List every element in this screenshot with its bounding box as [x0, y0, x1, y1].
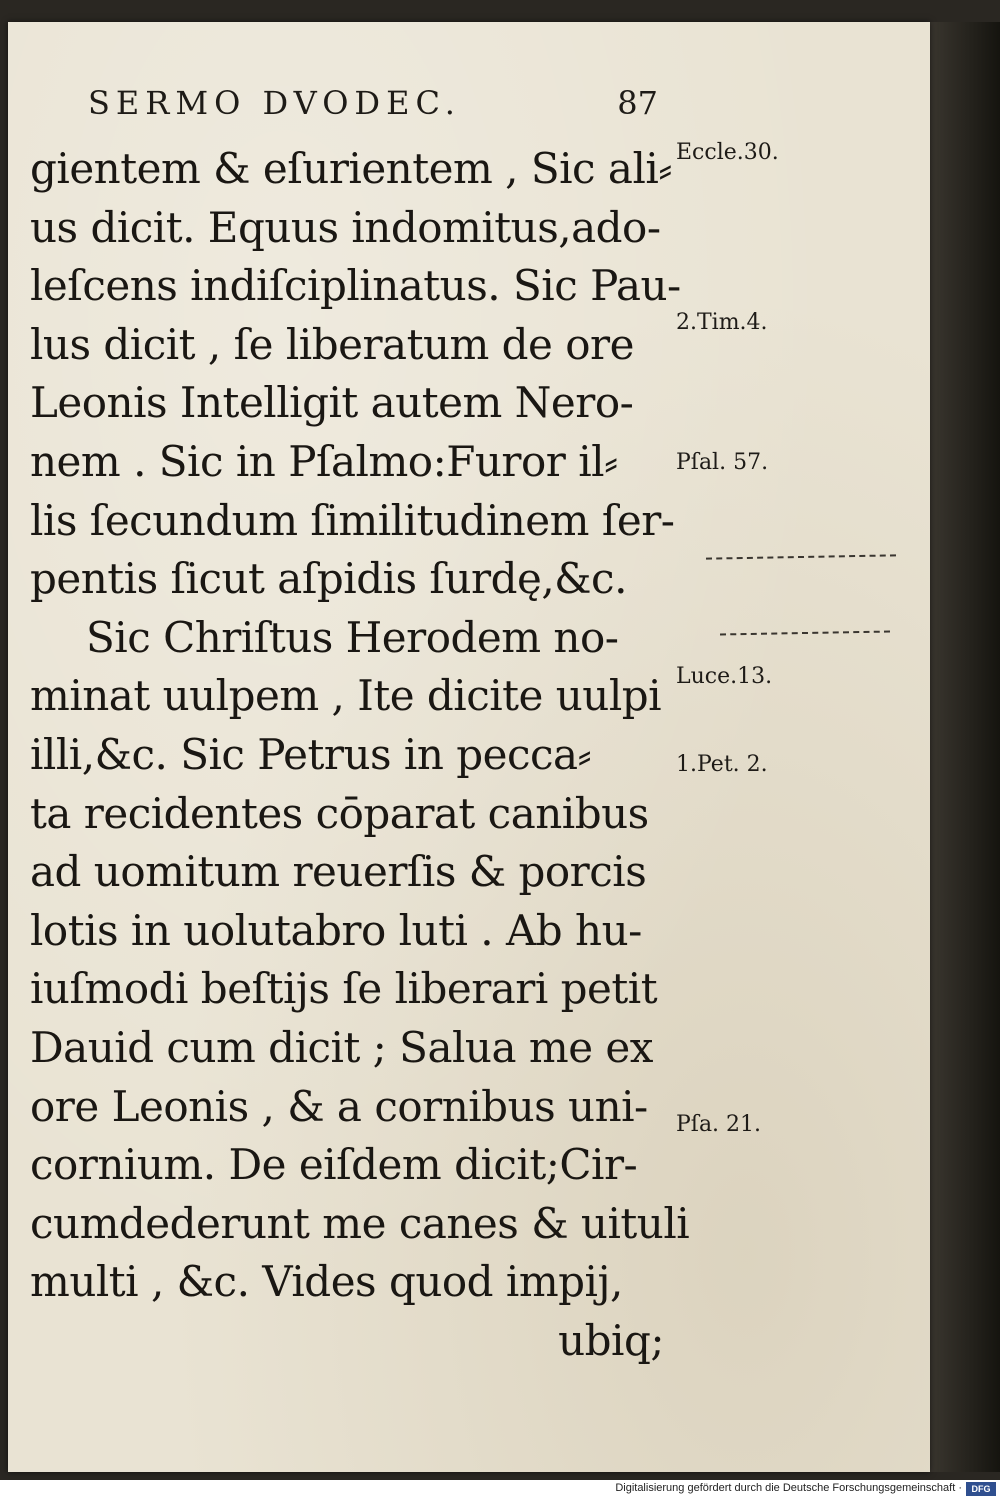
text-line: ta recidentes cōparat canibus [30, 788, 649, 838]
text-line: lotis in uolutabro luti . Ab hu- [30, 905, 642, 955]
text-line: pentis ſicut aſpidis ſurdę,&c. [30, 554, 627, 604]
text-line: cornium. De eiſdem dicit;Cir- [30, 1140, 638, 1190]
text-line: Dauid cum dicit ; Salua me ex [30, 1022, 653, 1072]
marginal-reference: Pſal. 57. [676, 450, 769, 475]
marginal-reference: 1.Pet. 2. [676, 752, 768, 777]
page-number: 87 [617, 84, 658, 122]
text-line: cumdederunt me canes & uituli [30, 1198, 690, 1248]
text-line: gientem & eſurientem , Sic ali⸗ [30, 144, 672, 193]
dfg-logo: DFG [966, 1482, 996, 1496]
body-text [30, 140, 690, 1370]
marginal-reference: Luce.13. [676, 664, 773, 689]
footer-bar [0, 1480, 1000, 1499]
text-line: illi,&c. Sic Petrus in pecca⸗ [30, 729, 592, 779]
digitization-credit: Digitalisierung gefördert durch die Deutsche Forschungsgemeinschaft · [615, 1482, 962, 1494]
text-line: minat uulpem , Ite dicite uulpi [30, 671, 662, 721]
marginal-reference: Pſa. 21. [676, 1112, 762, 1137]
marginal-reference: Eccle.30. [676, 140, 779, 165]
catchword: ubiq; [558, 1315, 664, 1365]
text-line: ad uomitum reuerſis & porcis [30, 847, 647, 897]
text-line: Sic Chriſtus Herodem no- [86, 612, 619, 662]
text-line: Leonis Intelligit autem Nero- [30, 378, 634, 428]
text-line: lus dicit , ſe liberatum de ore [30, 319, 634, 369]
page-header [88, 84, 658, 128]
text-line: leſcens indiſciplinatus. Sic Pau- [30, 261, 681, 311]
text-line: nem . Sic in Pſalmo:Furor il⸗ [30, 436, 618, 486]
text-line: multi , &c. Vides quod impij, [30, 1257, 623, 1307]
book-edge [930, 22, 1000, 1472]
running-title: SERMO DVODEC. [88, 84, 461, 122]
text-line: us dicit. Equus indomitus,ado- [30, 202, 661, 252]
text-line: ore Leonis , & a cornibus uni- [30, 1081, 648, 1131]
text-line: iuſmodi beſtijs ſe liberari petit [30, 964, 658, 1014]
text-line: lis ſecundum ſimilitudinem ſer- [30, 495, 675, 545]
marginal-reference: 2.Tim.4. [676, 310, 768, 335]
